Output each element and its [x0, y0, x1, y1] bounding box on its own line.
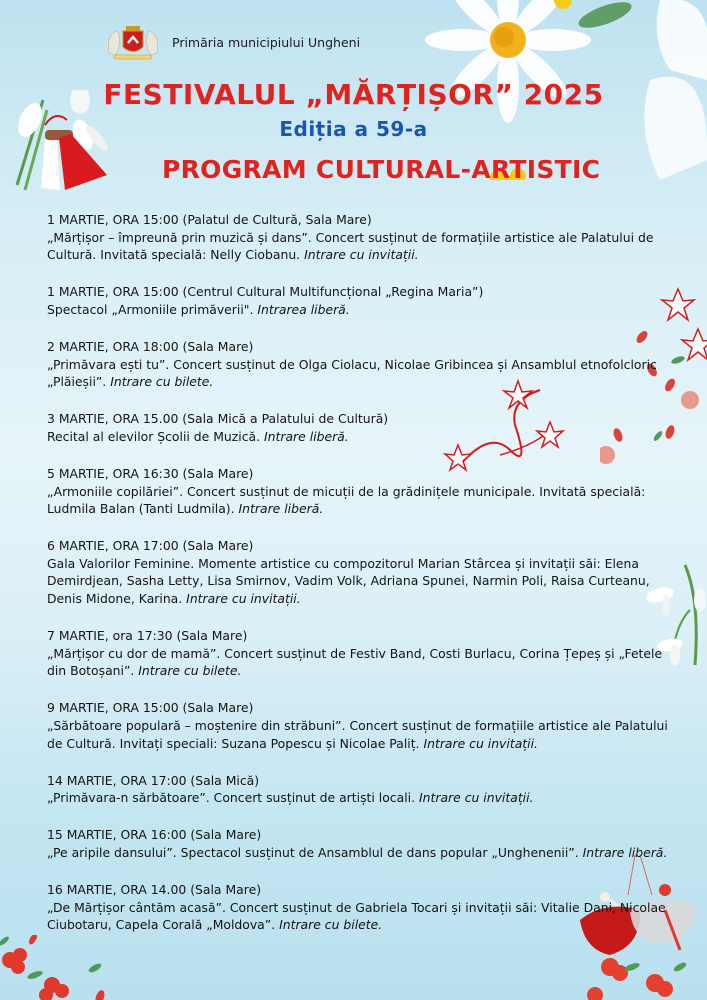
- event-heading: 5 MARTIE, ORA 16:30 (Sala Mare): [47, 465, 254, 481]
- coat-of-arms-icon: [104, 23, 162, 61]
- event-item: [47, 211, 682, 264]
- event-heading: 3 MARTIE, ORA 15.00 (Sala Mică a Palatului de Cultură): [47, 411, 389, 427]
- program-list: [47, 211, 682, 953]
- event-description: [47, 356, 682, 391]
- event-description: [47, 899, 682, 934]
- event-entry: Intrare cu invitații.: [418, 790, 534, 806]
- event-item: [47, 699, 682, 752]
- event-text: „Primăvara ești tu”. Concert susținut de Olga Ciolacu, Nicolae Gribincea și Ansamblul etnofolcloric „Plăieșii”.: [47, 356, 657, 390]
- festival-title: FESTIVALUL „MĂRȚIȘOR” 2025: [103, 78, 604, 111]
- event-entry: Intrare liberă.: [238, 501, 324, 517]
- event-heading: 6 MARTIE, ORA 17:00 (Sala Mare): [47, 538, 254, 554]
- event-description: [47, 717, 682, 752]
- event-text: Spectacol „Armoniile primăverii".: [47, 301, 254, 317]
- event-heading: 2 MARTIE, ORA 18:00 (Sala Mare): [47, 338, 254, 354]
- event-heading: 14 MARTIE, ORA 17:00 (Sala Mică): [47, 772, 260, 788]
- event-text: „Sărbătoare populară – moștenire din străbuni”. Concert susținut de formațiile artistice ale Palatului de Cultură. Invitați speciali: Suzana Popescu și Nicolae Paliț.: [47, 717, 668, 751]
- event-item: [47, 826, 682, 861]
- event-item: [47, 410, 682, 445]
- event-text: „Primăvara-n sărbătoare”. Concert susținut de artiști locali.: [47, 790, 416, 806]
- event-entry: Intrare cu bilete.: [138, 663, 242, 679]
- event-item: [47, 537, 682, 607]
- event-text: „Armoniile copilăriei”. Concert susținut de micuții de la grădinițele municipale. Invitată specială: Ludmila Balan (Tanti Ludmila).: [47, 483, 646, 517]
- event-entry: Intrare cu bilete.: [110, 374, 214, 390]
- event-item: [47, 627, 682, 680]
- event-item: [47, 465, 682, 518]
- event-item: [47, 772, 682, 807]
- organization-name: Primăria municipiului Ungheni: [172, 34, 361, 50]
- event-entry: Intrare cu invitații.: [186, 591, 301, 606]
- event-description: [47, 555, 682, 608]
- program-subtitle: PROGRAM CULTURAL-ARTISTIC: [162, 155, 601, 184]
- event-heading: 1 MARTIE, ORA 15:00 (Centrul Cultural Multifuncțional „Regina Maria”): [47, 284, 484, 300]
- event-entry: Intrare cu bilete.: [279, 917, 383, 933]
- event-heading: 1 MARTIE, ORA 15:00 (Palatul de Cultură, Sala Mare): [47, 212, 372, 227]
- event-entry: Intrare liberă.: [582, 844, 668, 860]
- event-entry: Intrare cu invitații.: [304, 247, 419, 263]
- event-text: Gala Valorilor Feminine. Momente artistice cu compozitorul Marian Stârcea și invitații săi: Elena Demirdjean, Sasha Letty, Lisa Smirnov, Vadim Volk, Adriana Spunei, Narmin Poli, Raisa Curteanu, Denis Midone, Karina.: [47, 555, 650, 606]
- event-description: [47, 645, 682, 680]
- event-description: [47, 483, 682, 518]
- event-heading: 9 MARTIE, ORA 15:00 (Sala Mare): [47, 700, 254, 716]
- event-heading: 7 MARTIE, ora 17:30 (Sala Mare): [47, 628, 248, 644]
- event-text: Recital al elevilor Școlii de Muzică.: [47, 428, 261, 444]
- event-description: [47, 229, 682, 264]
- event-item: [47, 881, 682, 934]
- header: [104, 23, 360, 61]
- event-entry: Intrare liberă.: [264, 428, 349, 444]
- event-description: [47, 789, 682, 807]
- event-description: [47, 301, 682, 319]
- event-description: [47, 428, 682, 446]
- event-description: [47, 844, 682, 862]
- event-heading: 16 MARTIE, ORA 14.00 (Sala Mare): [47, 882, 262, 898]
- event-text: „Pe aripile dansului”. Spectacol susținut de Ansamblul de dans popular „Unghenenii”.: [47, 844, 579, 860]
- event-text: „Mărțișor cu dor de mamă”. Concert susținut de Festiv Band, Costi Burlacu, Corina Țepeș și „Fetele din Botoșani”.: [47, 645, 663, 679]
- event-text: „De Mărțișor cântăm acasă”. Concert susținut de Gabriela Tocari și invitații săi: Vitalie Dani, Nicolae Ciubotaru, Capela Corală „Moldova”.: [47, 899, 666, 933]
- event-text: „Mărțișor – împreună prin muzică și dans”. Concert susținut de formațiile artistice ale Palatului de Cultură. Invitată specială: Nelly Ciobanu.: [47, 229, 654, 263]
- event-entry: Intrare cu invitații.: [423, 735, 538, 751]
- edition-label: Ediția a 59-a: [279, 117, 428, 141]
- event-item: [47, 338, 682, 391]
- event-item: [47, 283, 682, 318]
- event-heading: 15 MARTIE, ORA 16:00 (Sala Mare): [47, 827, 262, 843]
- event-entry: Intrarea liberă.: [257, 301, 350, 317]
